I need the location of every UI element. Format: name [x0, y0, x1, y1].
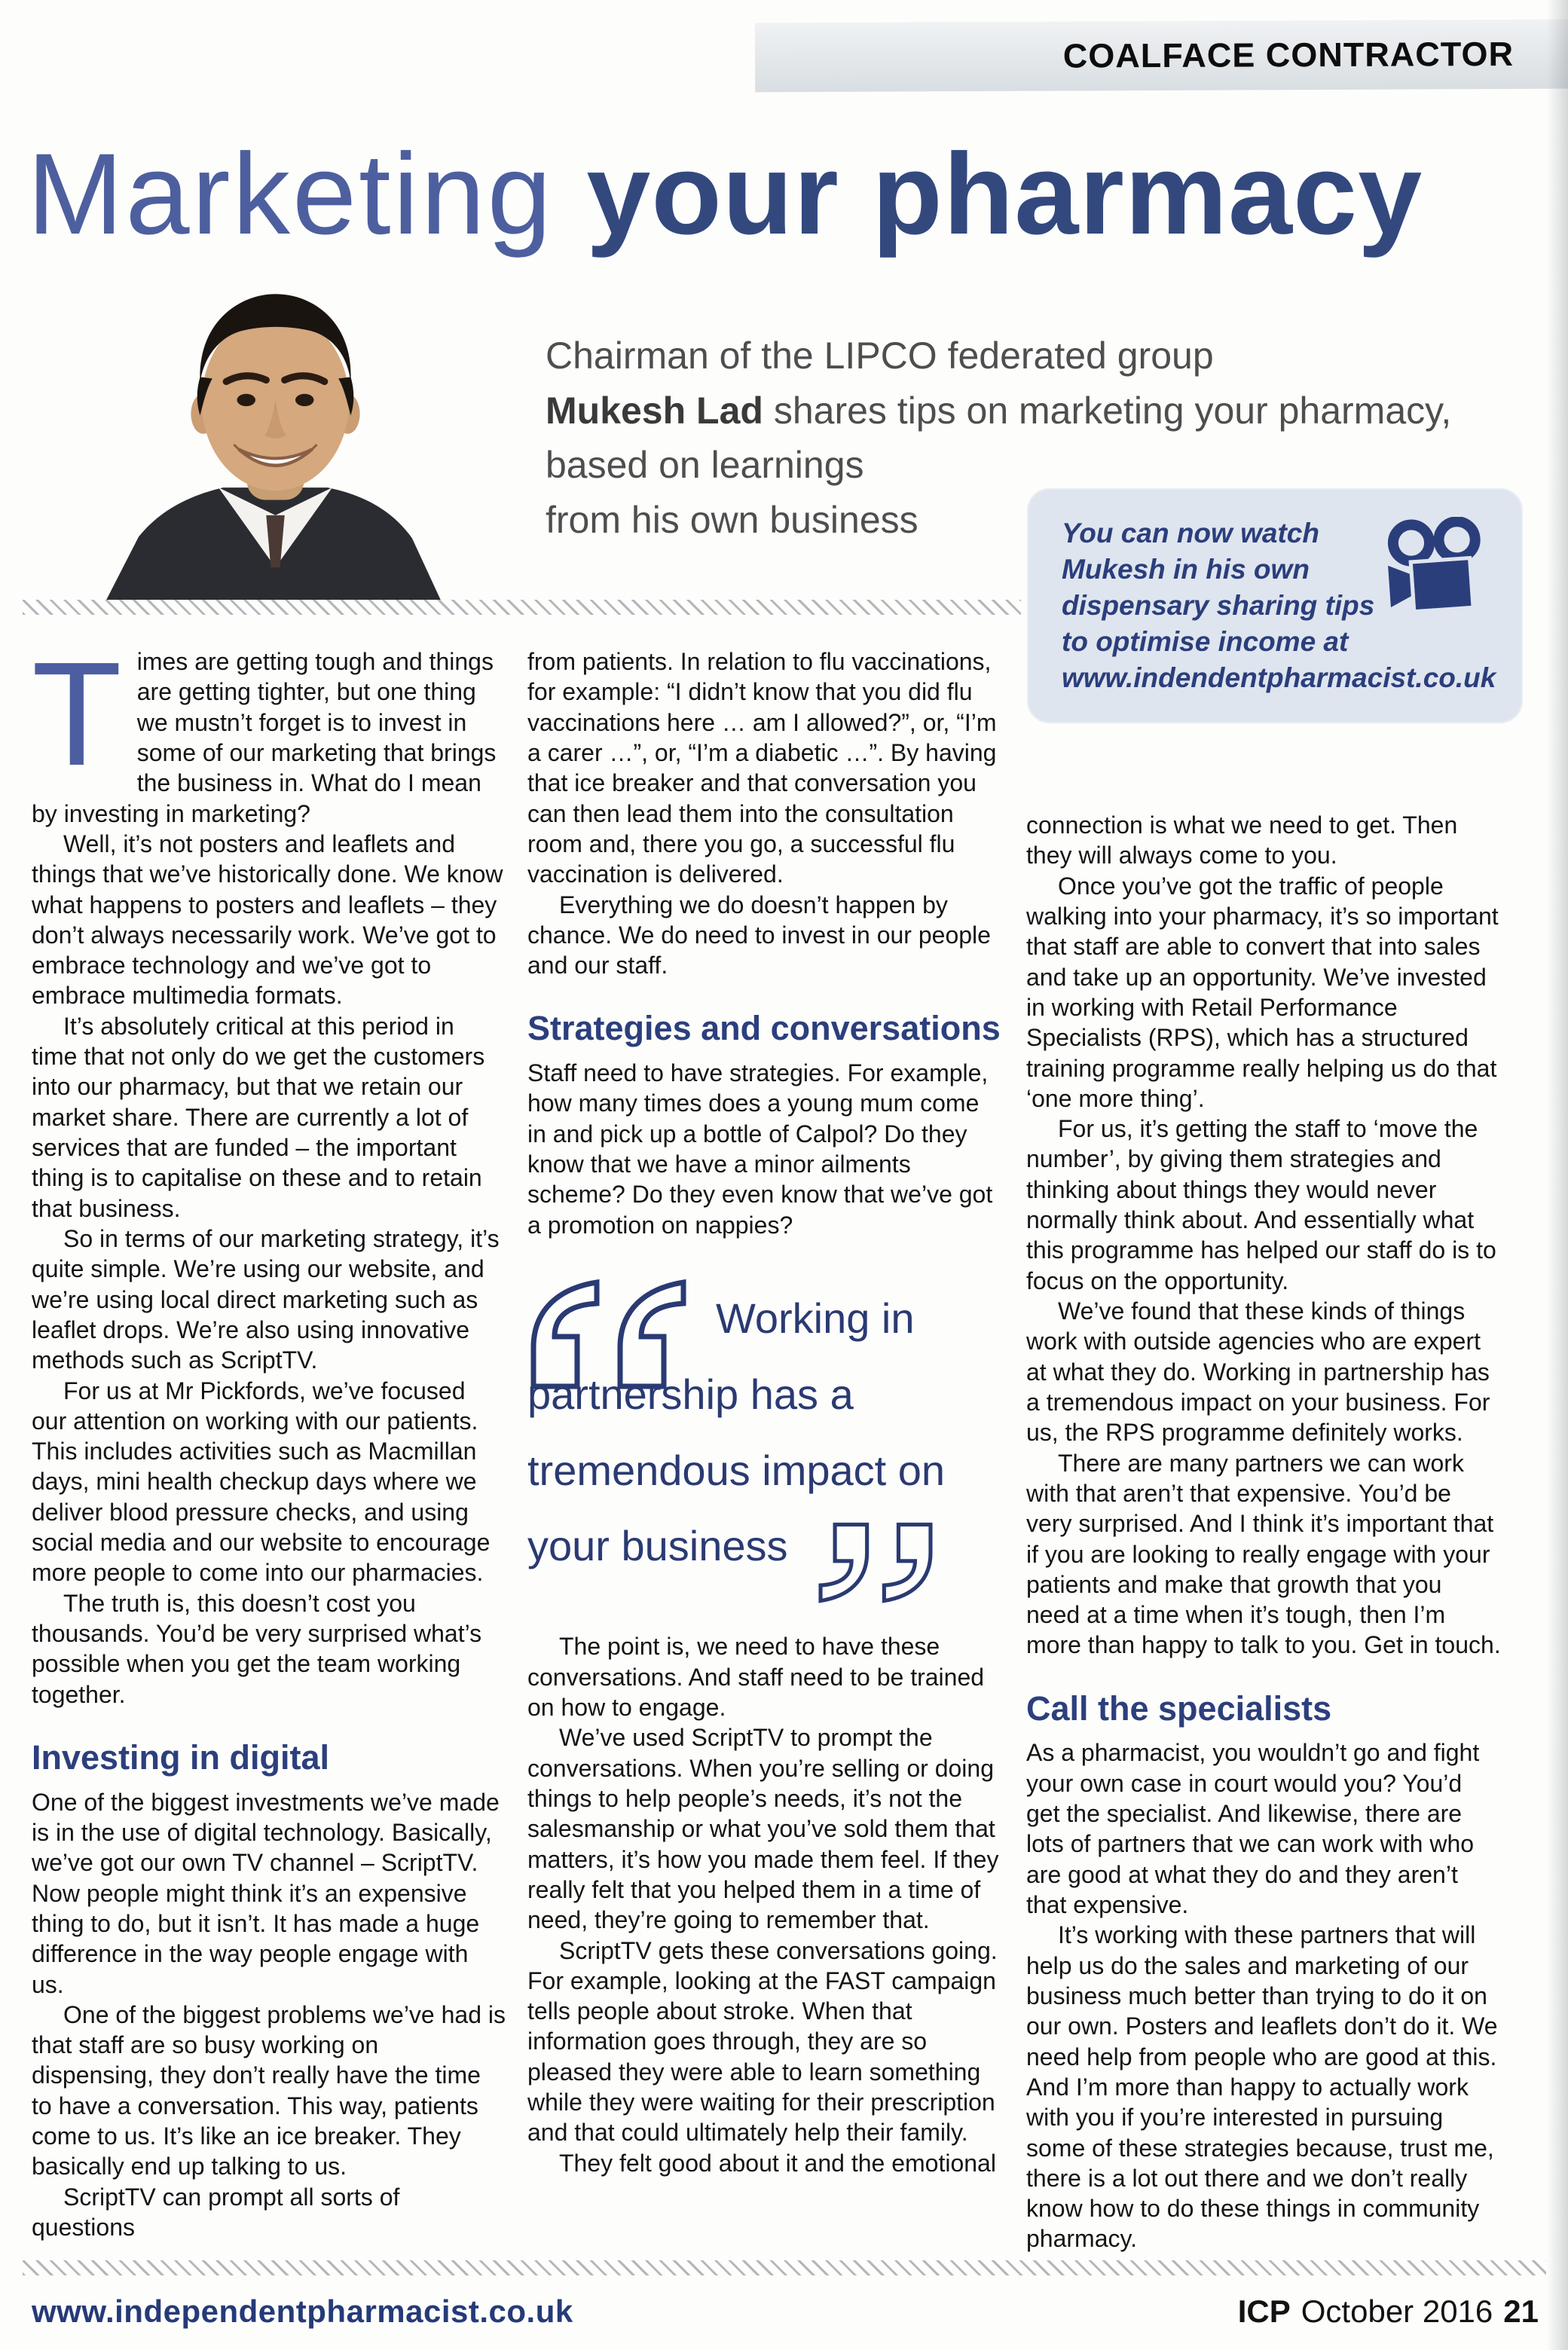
headline-bold: your pharmacy — [553, 130, 1423, 258]
article-column-2 — [527, 646, 1002, 2178]
standfirst-line: Mukesh Lad shares tips on marketing your pharmacy, — [546, 389, 1452, 432]
body-paragraph: One of the biggest problems we’ve had is that staff are so busy working on dispensing, they don’t really have the time to have a conversation. This way, patients come to us. It’s like an ice breaker. They basically end up talking to us. — [32, 2000, 506, 2180]
video-camera-icon — [1383, 517, 1497, 622]
close-quote-icon — [816, 1521, 935, 1604]
body-paragraph: from patients. In relation to flu vaccinations, for example: “I didn’t know that you did flu vaccinations here … am I allowed?”, or, “I’m a carer …”, or, “I’m a diabetic …”. By having that ice breaker and that conversation you can then lead them into the consultation room and, there you go, a successful flu vaccination is delivered. — [527, 648, 997, 888]
page-title — [27, 128, 1549, 261]
magazine-abbreviation: ICP — [1237, 2293, 1291, 2329]
section-heading-investing-in-digital: Investing in digital — [32, 1737, 330, 1777]
section-heading-call-the-specialists: Call the specialists — [1026, 1688, 1332, 1728]
headline-light: Marketing — [27, 130, 554, 258]
body-paragraph: Staff need to have strategies. For example, how many times does a young mum come in and pick up a bottle of Calpol? Do they know that we have a minor ailments scheme? Do they even know that we’ve got a promotion on nappies? — [527, 1059, 993, 1239]
article-column-3 — [1026, 810, 1501, 2253]
kicker-label: COALFACE CONTRACTOR — [1062, 34, 1515, 75]
article-column-1 — [32, 646, 506, 2242]
page-number: 21 — [1503, 2293, 1539, 2329]
scan-edge-shadow — [1547, 0, 1568, 2350]
body-paragraph: As a pharmacist, you wouldn’t go and fight your own case in court would you? You’d get the specialist. And likewise, there are lots of partners that we can work with who are good at what they do and they aren’t that expensive. — [1026, 1739, 1480, 1918]
hatch-divider-top — [23, 600, 1021, 615]
body-paragraph: It’s working with these partners that will help us do the sales and marketing of our business much better than trying to do it on our own. Posters and leaflets don’t do it. We need help from people who are good at this. And I’m more than happy to actually work with you if you’re interested in pursuing some of these strategies because, trust me, there is a lot out there and we don’t really know how to do these things in community pharmacy. — [1026, 1921, 1498, 2253]
body-paragraph: The point is, we need to have these conversations. And staff need to be trained on how to engage. — [527, 1633, 985, 1722]
body-paragraph: For us at Mr Pickfords, we’ve focused our attention on working with our patients. This includes activities such as Macmillan days, mini health checkup days where we deliver blood pressure checks, and using social media and our website to encourage more people to come into our pharmacies. — [32, 1377, 491, 1587]
body-paragraph: They felt good about it and the emotional — [559, 2149, 996, 2177]
body-paragraph: We’ve found that these kinds of things work with outside agencies who are expert at what they do. Working in partnership has a tremendous impact on your business. For us, the RPS programme definitely works. — [1026, 1297, 1490, 1447]
author-name: Mukesh Lad — [546, 389, 763, 432]
body-paragraph: Everything we do doesn’t happen by chance. We do need to invest in our people and our staff. — [527, 891, 991, 979]
body-paragraph: For us, it’s getting the staff to ‘move the number’, by giving them strategies and thinking about things they would never normally think about. And essentially what this programme has helped our staff do is to focus on the opportunity. — [1026, 1115, 1496, 1294]
pull-quote — [527, 1281, 1002, 1604]
body-paragraph: ScriptTV gets these conversations going. For example, looking at the FAST campaign tells people about stroke. When that information goes through, they are so pleased they were able to learn something while they were waiting for their prescription and that could ultimately help their family. — [527, 1936, 998, 2147]
standfirst-line: based on learnings — [546, 444, 864, 486]
watch-box-line: to optimise income at — [1062, 626, 1349, 658]
standfirst-line: Chairman of the LIPCO federated group — [546, 335, 1214, 377]
mukesh-lad-photo — [81, 285, 469, 600]
issue-date: October 2016 — [1301, 2293, 1493, 2329]
body-paragraph: It’s absolutely critical at this period in time that not only do we get the customers into our pharmacy, but that we retain our market share. There are currently a lot of services that are funded – the important thing is to capitalise on these and to retain that business. — [32, 1012, 485, 1222]
body-paragraph: Times are getting tough and things are getting tighter, but one thing we mustn’t forget is to invest in some of our marketing that brings the business in. What do I mean by investing in marketing? — [32, 646, 497, 827]
standfirst-line: from his own business — [546, 498, 918, 541]
body-paragraph: connection is what we need to get. Then they will always come to you. — [1026, 811, 1458, 869]
watch-box-line: Mukesh in his own — [1062, 554, 1310, 585]
drop-cap-letter: T — [32, 646, 122, 796]
pull-quote-text: Working in partnership has a tremendous impact on your business — [527, 1294, 946, 1570]
watch-box-url[interactable]: www.indendentpharmacist.co.uk — [1062, 662, 1496, 694]
body-paragraph: Well, it’s not posters and leaflets and things that we’ve historically done. We know what happens to posters and leaflets – they don’t always necessarily work. We’ve got to embrace technology and we’ve got to embrace multimedia formats. — [32, 830, 503, 1010]
body-paragraph: We’ve used ScriptTV to prompt the conversations. When you’re selling or doing things to help people’s needs, it’s not the salesmanship or what you’ve sold them that matters, it’s how you made them feel. If they really felt that you helped them in a time of need, they’re going to remember that. — [527, 1724, 999, 1934]
body-paragraph: So in terms of our marketing strategy, it’s quite simple. We’re using our website, and we’re using local direct marketing such as leaflet drops. We’re also using innovative methods such as ScriptTV. — [32, 1224, 500, 1374]
footer-issue-info — [1238, 2293, 1539, 2330]
footer-website-url[interactable]: www.independentpharmacist.co.uk — [32, 2293, 573, 2329]
watch-box-line: dispensary sharing tips — [1062, 590, 1375, 622]
section-heading-strategies-and-conversations: Strategies and conversations — [527, 1009, 1001, 1048]
body-paragraph: There are many partners we can work with that aren’t that expensive. You’d be very surprised. And I think it’s important that if you are looking to really engage with your patients and make that growth that you need at a time when it’s tough, then I’m more than happy to talk to you. Get in touch. — [1026, 1449, 1501, 1659]
body-paragraph: The truth is, this doesn’t cost you thousands. You’d be very surprised what’s possible when you get the team working together. — [32, 1589, 482, 1708]
open-quote-icon — [527, 1278, 689, 1391]
hatch-divider-bottom — [23, 2260, 1546, 2275]
body-paragraph: One of the biggest investments we’ve made is in the use of digital technology. Basically, we’ve got our own TV channel – ScriptTV. Now people might think it’s an expensive thing to do, but it isn’t. It has made a huge difference in the way people engage with us. — [32, 1788, 500, 1998]
body-paragraph: ScriptTV can prompt all sorts of questions — [32, 2183, 400, 2241]
watch-box-line: You can now watch — [1062, 518, 1319, 549]
body-paragraph: Once you’ve got the traffic of people walking into your pharmacy, it’s so important that staff are able to convert that into sales and take up an opportunity. We’ve invested in working with Retail Performance Specialists (RPS), which has a structured training programme really helping us do that ‘one more thing’. — [1026, 872, 1499, 1112]
watch-video-callout — [1027, 488, 1523, 723]
kicker-band — [755, 20, 1568, 93]
